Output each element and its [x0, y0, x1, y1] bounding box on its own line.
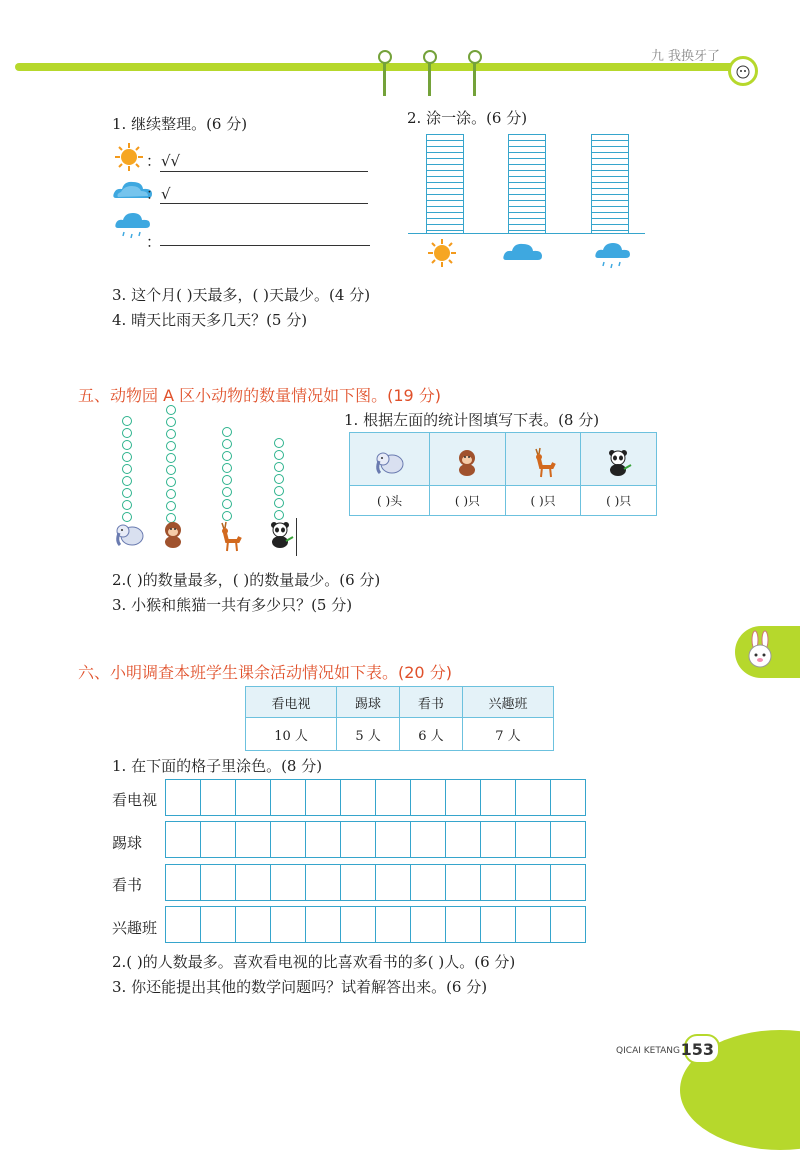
count-circle	[222, 499, 232, 509]
count-circle	[222, 463, 232, 473]
value-soccer: 5 人	[337, 718, 400, 751]
color-bar-rain[interactable]	[591, 134, 629, 234]
grid-cell[interactable]	[446, 907, 481, 943]
grid-cell[interactable]	[236, 907, 271, 943]
grid-cell[interactable]	[411, 865, 446, 901]
grid-cell[interactable]	[516, 865, 551, 901]
page-number: 153	[680, 1040, 714, 1059]
grid-cell[interactable]	[201, 822, 236, 858]
row-label-club: 兴趣班	[112, 919, 158, 937]
count-circle	[166, 441, 176, 451]
circle-stack-deer	[222, 427, 232, 523]
count-circle	[222, 475, 232, 485]
panda-cell	[581, 433, 657, 486]
grid-cell[interactable]	[306, 822, 341, 858]
grid-cell[interactable]	[271, 865, 306, 901]
panda-icon	[604, 447, 634, 480]
count-circle	[166, 429, 176, 439]
monkey-icon	[158, 519, 188, 553]
deer-cell	[505, 433, 581, 486]
footer-brand: QICAI KETANG	[616, 1046, 680, 1056]
bar-baseline	[408, 233, 645, 234]
rabbit-icon	[741, 630, 781, 670]
elephant-icon	[114, 519, 146, 553]
elephant-cell	[350, 433, 430, 486]
grid-cell[interactable]	[411, 780, 446, 816]
s6-q2: 2.( )的人数最多。喜欢看电视的比喜欢看书的多( )人。(6 分)	[112, 953, 516, 971]
monkey-blank[interactable]: ( )只	[430, 486, 506, 516]
count-circle	[274, 462, 284, 472]
color-bar-sun[interactable]	[426, 134, 464, 234]
rain-cloud-icon	[594, 240, 632, 278]
cloud-icon	[502, 240, 544, 266]
activity-table	[245, 686, 554, 751]
value-reading: 6 人	[399, 718, 462, 751]
count-circle	[166, 405, 176, 415]
section6-title: 六、小明调查本班学生课余活动情况如下表。(20 分)	[78, 663, 452, 682]
grid-cell[interactable]	[166, 822, 201, 858]
animal-pictograph	[116, 415, 316, 560]
grid-cell[interactable]	[201, 865, 236, 901]
count-circle	[222, 451, 232, 461]
side-tab	[735, 626, 800, 678]
panda-blank[interactable]: ( )只	[581, 486, 657, 516]
grid-cell[interactable]	[341, 780, 376, 816]
count-circle	[122, 452, 132, 462]
count-circle	[122, 500, 132, 510]
count-circle	[122, 476, 132, 486]
grid-cell[interactable]	[341, 907, 376, 943]
count-circle	[166, 489, 176, 499]
grid-cell[interactable]	[481, 822, 516, 858]
grid-cell[interactable]	[411, 907, 446, 943]
circle-stack-monkey	[166, 405, 176, 525]
count-circle	[274, 498, 284, 508]
answer-line	[160, 171, 368, 172]
grid-cell[interactable]	[411, 822, 446, 858]
count-circle	[166, 453, 176, 463]
unit-title: 九 我换牙了	[650, 49, 720, 64]
grid-cell[interactable]	[516, 780, 551, 816]
grid-cell[interactable]	[306, 907, 341, 943]
grid-cell[interactable]	[446, 780, 481, 816]
grid-cell[interactable]	[446, 865, 481, 901]
grid-cell[interactable]	[306, 780, 341, 816]
value-club: 7 人	[462, 718, 553, 751]
s5-q1: 1. 根据左面的统计图填写下表。(8 分)	[344, 411, 600, 429]
deer-icon	[214, 519, 244, 557]
answer-line	[160, 245, 370, 246]
q1-title: 1. 继续整理。(6 分)	[112, 115, 248, 133]
count-circle	[222, 427, 232, 437]
mascot-icon	[728, 56, 758, 86]
q4-text: 4. 晴天比雨天多几天？(5 分)	[112, 311, 308, 329]
s5-q3: 3. 小猴和熊猫一共有多少只？(5 分)	[112, 596, 353, 614]
grid-cell[interactable]	[166, 780, 201, 816]
deer-icon	[528, 445, 558, 482]
sun-icon	[425, 238, 459, 272]
grid-cell[interactable]	[516, 907, 551, 943]
grid-cell[interactable]	[271, 822, 306, 858]
grid-cell[interactable]	[376, 780, 411, 816]
s5-q2: 2.( )的数量最多，( )的数量最少。(6 分)	[112, 571, 381, 589]
count-circle	[166, 417, 176, 427]
sun-tally: ：√√	[146, 152, 181, 170]
grid-cell[interactable]	[376, 865, 411, 901]
header-reading: 看书	[399, 687, 462, 718]
grid-cell[interactable]	[481, 865, 516, 901]
grid-cell[interactable]	[166, 865, 201, 901]
row-label-tv: 看电视	[112, 791, 158, 809]
grid-cell[interactable]	[306, 865, 341, 901]
rain-tally: ：	[146, 233, 162, 251]
grid-row-club	[165, 906, 586, 943]
s6-q1: 1. 在下面的格子里涂色。(8 分)	[112, 757, 323, 775]
grid-cell[interactable]	[516, 822, 551, 858]
binder-pin	[468, 50, 482, 96]
monkey-icon	[452, 447, 482, 480]
count-circle	[122, 464, 132, 474]
count-circle	[122, 428, 132, 438]
count-circle	[166, 501, 176, 511]
binder-pin	[378, 50, 392, 96]
count-circle	[274, 486, 284, 496]
grid-cell[interactable]	[341, 822, 376, 858]
grid-cell[interactable]	[236, 822, 271, 858]
grid-row-reading	[165, 864, 586, 901]
color-bar-cloud[interactable]	[508, 134, 546, 234]
count-circle	[274, 450, 284, 460]
elephant-icon	[374, 447, 406, 480]
count-circle	[274, 438, 284, 448]
header-club: 兴趣班	[462, 687, 553, 718]
grid-cell[interactable]	[551, 907, 586, 943]
grid-cell[interactable]	[236, 780, 271, 816]
count-circle	[274, 474, 284, 484]
elephant-blank[interactable]: ( )头	[350, 486, 430, 516]
answer-line	[160, 203, 368, 204]
grid-cell[interactable]	[481, 780, 516, 816]
animal-count-table	[349, 432, 657, 516]
grid-cell[interactable]	[376, 822, 411, 858]
count-circle	[122, 440, 132, 450]
grid-cell[interactable]	[551, 822, 586, 858]
count-circle	[166, 477, 176, 487]
header-soccer: 踢球	[337, 687, 400, 718]
header-tv: 看电视	[246, 687, 337, 718]
sun-icon	[112, 142, 146, 176]
count-circle	[122, 488, 132, 498]
count-circle	[222, 439, 232, 449]
grid-cell[interactable]	[481, 907, 516, 943]
grid-cell[interactable]	[271, 907, 306, 943]
grid-cell[interactable]	[376, 907, 411, 943]
circle-stack-elephant	[122, 416, 132, 524]
value-tv: 10 人	[246, 718, 337, 751]
count-circle	[166, 465, 176, 475]
q3-text: 3. 这个月( )天最多，( )天最少。(4 分)	[112, 286, 371, 304]
s6-q3: 3. 你还能提出其他的数学问题吗？试着解答出来。(6 分)	[112, 978, 488, 996]
grid-cell[interactable]	[271, 780, 306, 816]
grid-cell[interactable]	[201, 907, 236, 943]
grid-row-tv	[165, 779, 586, 816]
q2-title: 2. 涂一涂。(6 分)	[407, 109, 528, 127]
monkey-cell	[430, 433, 506, 486]
grid-cell[interactable]	[446, 822, 481, 858]
row-label-soccer: 踢球	[112, 834, 143, 852]
cloud-tally: ：√	[146, 185, 171, 203]
section5-title: 五、动物园 A 区小动物的数量情况如下图。(19 分)	[78, 386, 442, 405]
grid-cell[interactable]	[201, 780, 236, 816]
pictograph-edge	[296, 518, 297, 556]
grid-row-soccer	[165, 821, 586, 858]
count-circle	[222, 487, 232, 497]
grid-cell[interactable]	[551, 780, 586, 816]
panda-icon	[266, 519, 296, 553]
count-circle	[122, 416, 132, 426]
grid-cell[interactable]	[341, 865, 376, 901]
binder-pin	[423, 50, 437, 96]
grid-cell[interactable]	[166, 907, 201, 943]
circle-stack-panda	[274, 438, 284, 522]
row-label-reading: 看书	[112, 876, 143, 894]
grid-cell[interactable]	[551, 865, 586, 901]
grid-cell[interactable]	[236, 865, 271, 901]
deer-blank[interactable]: ( )只	[505, 486, 581, 516]
